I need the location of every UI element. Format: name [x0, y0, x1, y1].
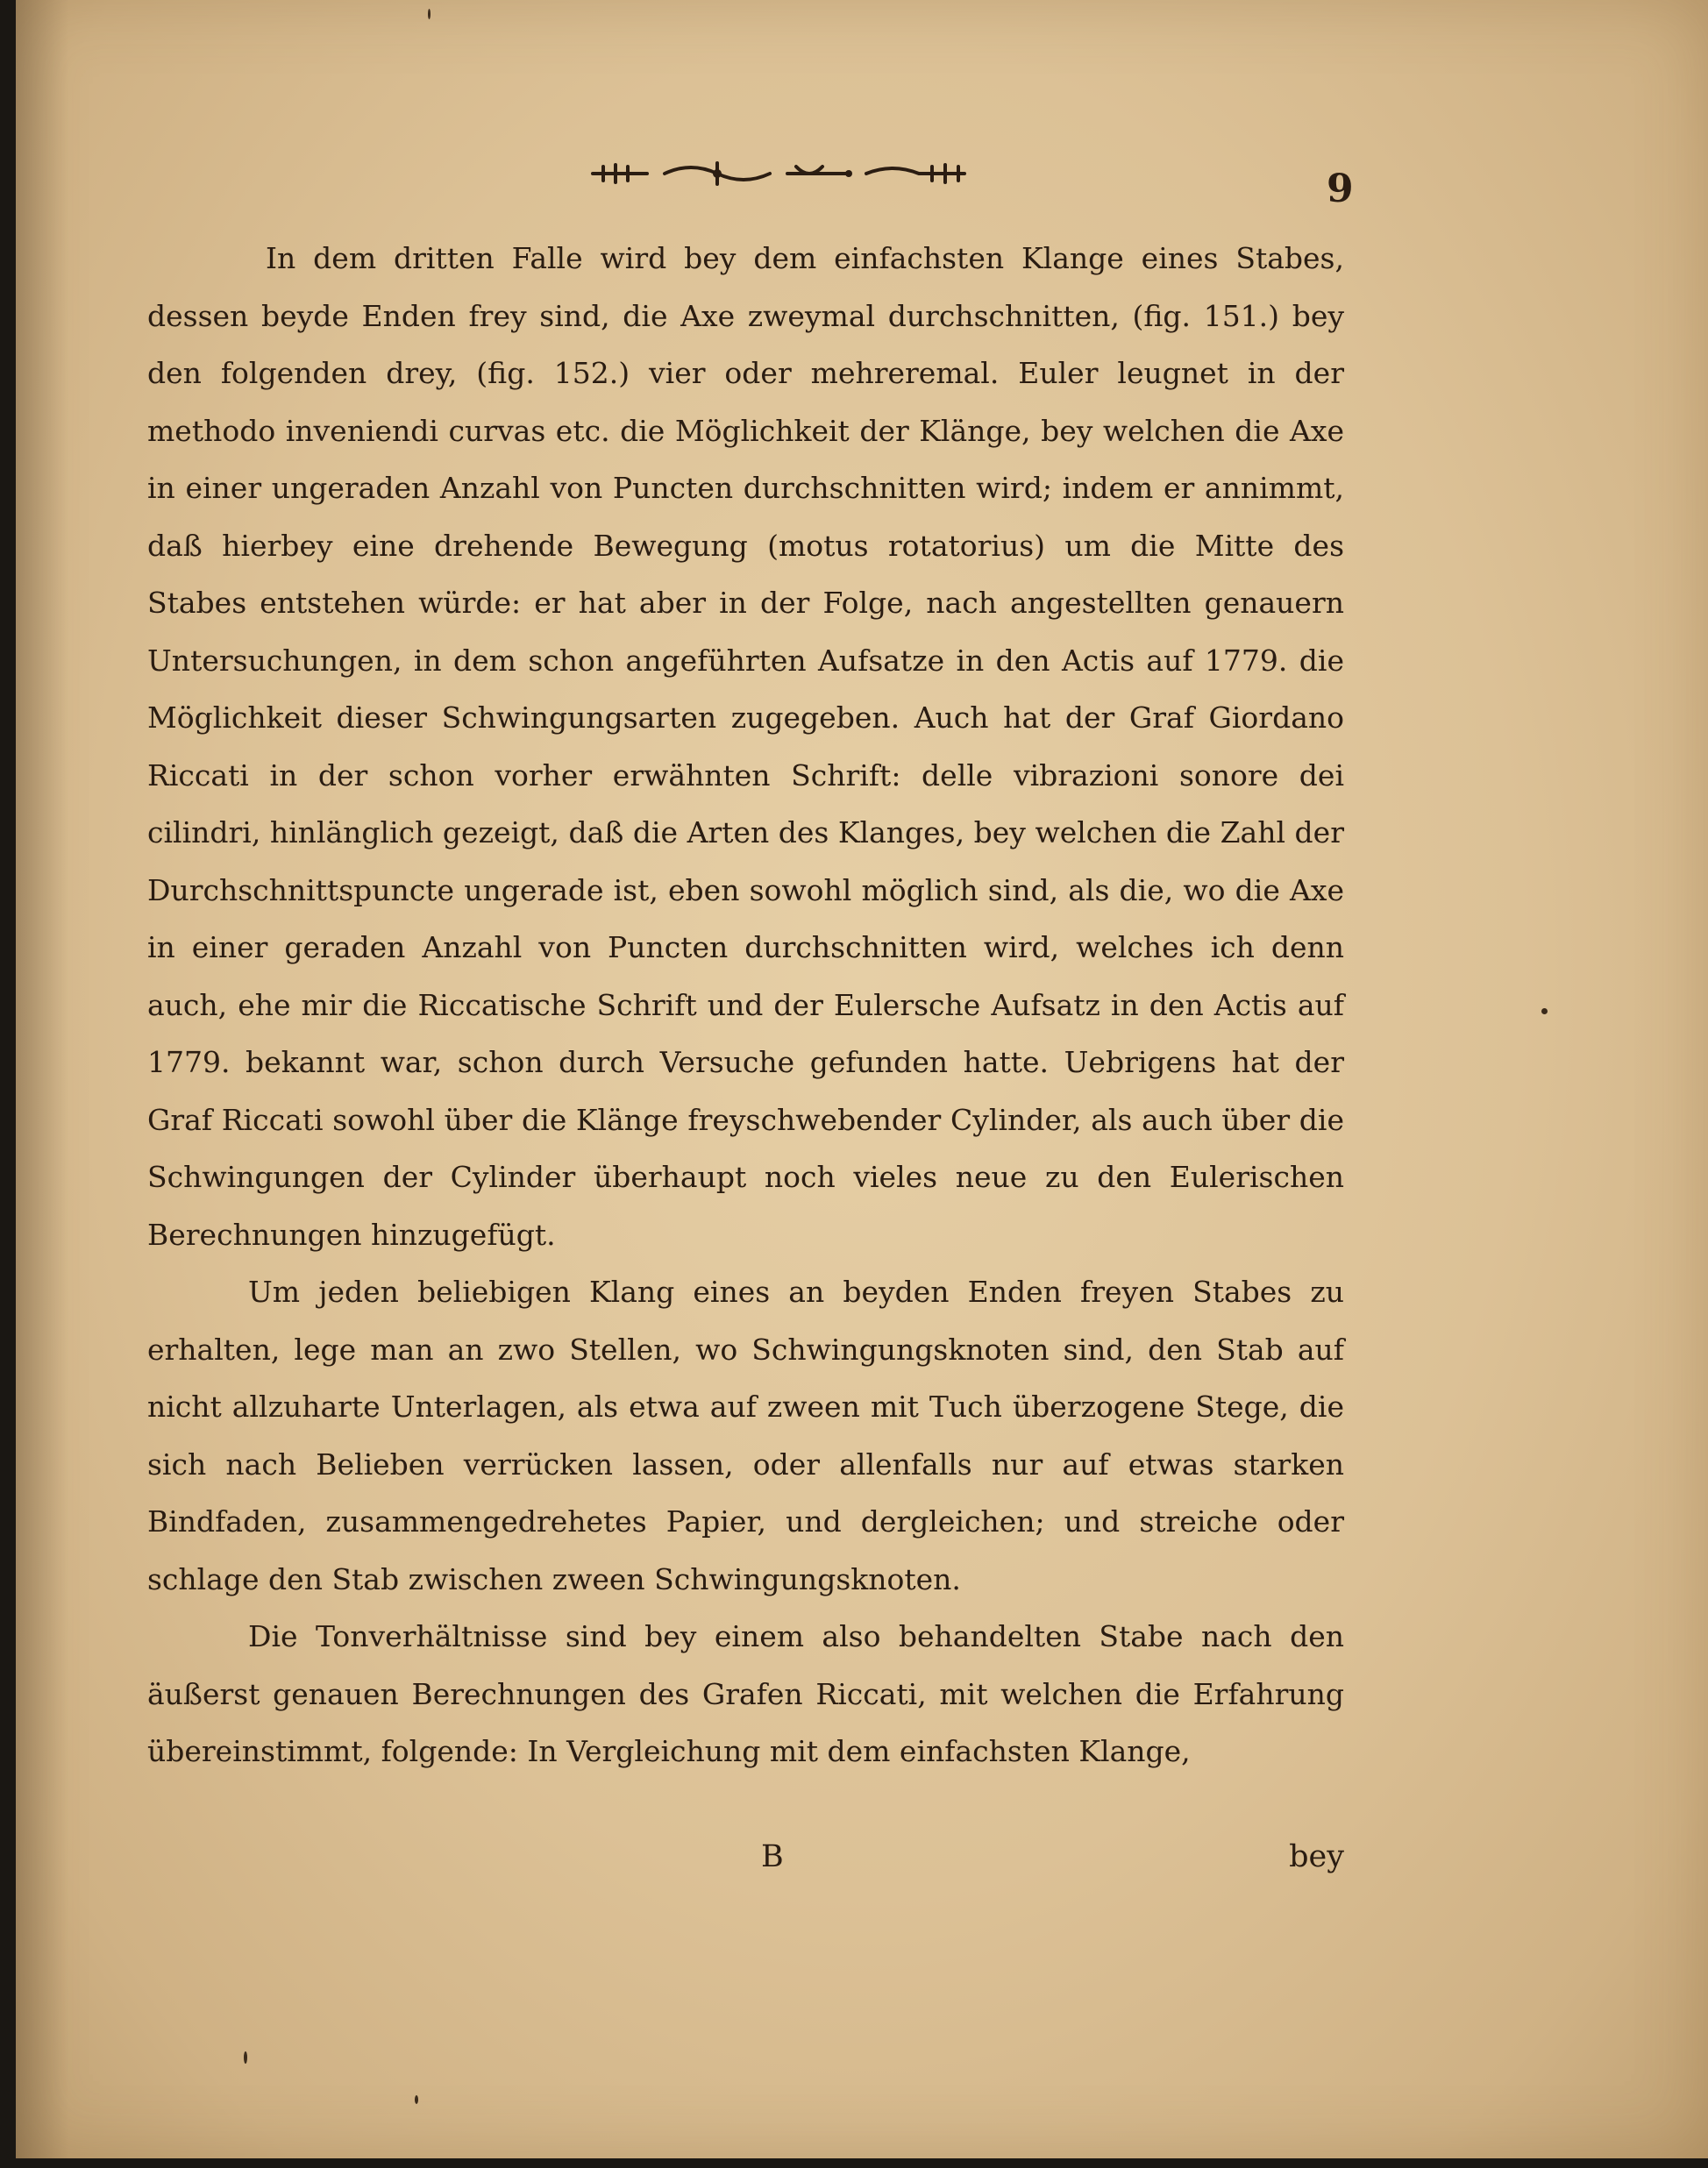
paragraph: Um jeden beliebigen Klang eines an beyden Enden freyen Stabes zu erhalten, lege man an zwo Stellen, wo Schwingungsknoten sind, den Stab auf nicht allzuharte Unterlagen, als etwa auf zween mit Tuch überzogene Stege, die sich nach Belieben verrücken lassen, oder allenfalls nur auf etwas starken Bindfaden, zusammengedrehetes Papier, und dergleichen; und streiche oder schlage den Stab zwischen zween Schwingungsknoten.: [147, 1275, 1344, 1596]
paragraph: Die Tonverhältnisse sind bey einem also behandelten Stabe nach den äußerst genauen Berechnungen des Grafen Riccati, mit welchen die Erfahrung übereinstimmt, folgende: In Vergleichung mit dem einfachsten Klange,: [147, 1619, 1344, 1768]
ink-speck: [244, 2051, 247, 2064]
page-number: 9: [1327, 167, 1354, 211]
signature-mark: B: [761, 1839, 784, 1874]
ink-speck: [1541, 1008, 1548, 1014]
body-text: [147, 230, 1344, 1781]
ink-speck: [428, 9, 431, 19]
page-fold-shadow: [16, 0, 68, 2158]
ink-speck: [415, 2095, 418, 2104]
page-footer: [147, 1839, 1344, 1892]
catchword: bey: [1289, 1839, 1344, 1874]
decorative-rule-icon: [586, 156, 971, 191]
paragraph: In dem dritten Falle wird bey dem einfachsten Klange eines Stabes, dessen beyde Enden frey sind, die Axe zweymal durchschnitten, (fig. 151.) bey den folgenden drey, (fig. 152.) vier oder mehreremal. Euler leugnet in der methodo inveniendi curvas etc. die Möglichkeit der Klänge, bey welchen die Axe in einer ungeraden Anzahl von Puncten durchschnitten wird; indem er annimmt, daß hierbey eine drehende Bewegung (motus rotatorius) um die Mitte des Stabes entstehen würde: er hat aber in der Folge, nach angestellten genauern Untersuchungen, in dem schon angeführten Aufsatze in den Actis auf 1779. die Möglichkeit dieser Schwingungsarten zugegeben. Auch hat der Graf Giordano Riccati in der schon vorher erwähnten Schrift: delle vibrazioni sonore dei cilindri, hinlänglich gezeigt, daß die Arten des Klanges, bey welchen die Zahl der Durchschnittspuncte ungerade ist, eben sowohl möglich sind, als die, wo die Axe in einer geraden Anzahl von Puncten durchschnitten wird, welches ich denn auch, ehe mir die Riccatische Schrift und der Eulersche Aufsatz in den Actis auf 1779. bekannt war, schon durch Versuche gefunden hatte. Uebrigens hat der Graf Riccati sowohl über die Klänge freyschwebender Cylinder, als auch über die Schwingungen der Cylinder überhaupt noch vieles neue zu den Eulerischen Berechnungen hinzugefügt.: [147, 241, 1344, 1252]
book-page: [16, 0, 1708, 2158]
